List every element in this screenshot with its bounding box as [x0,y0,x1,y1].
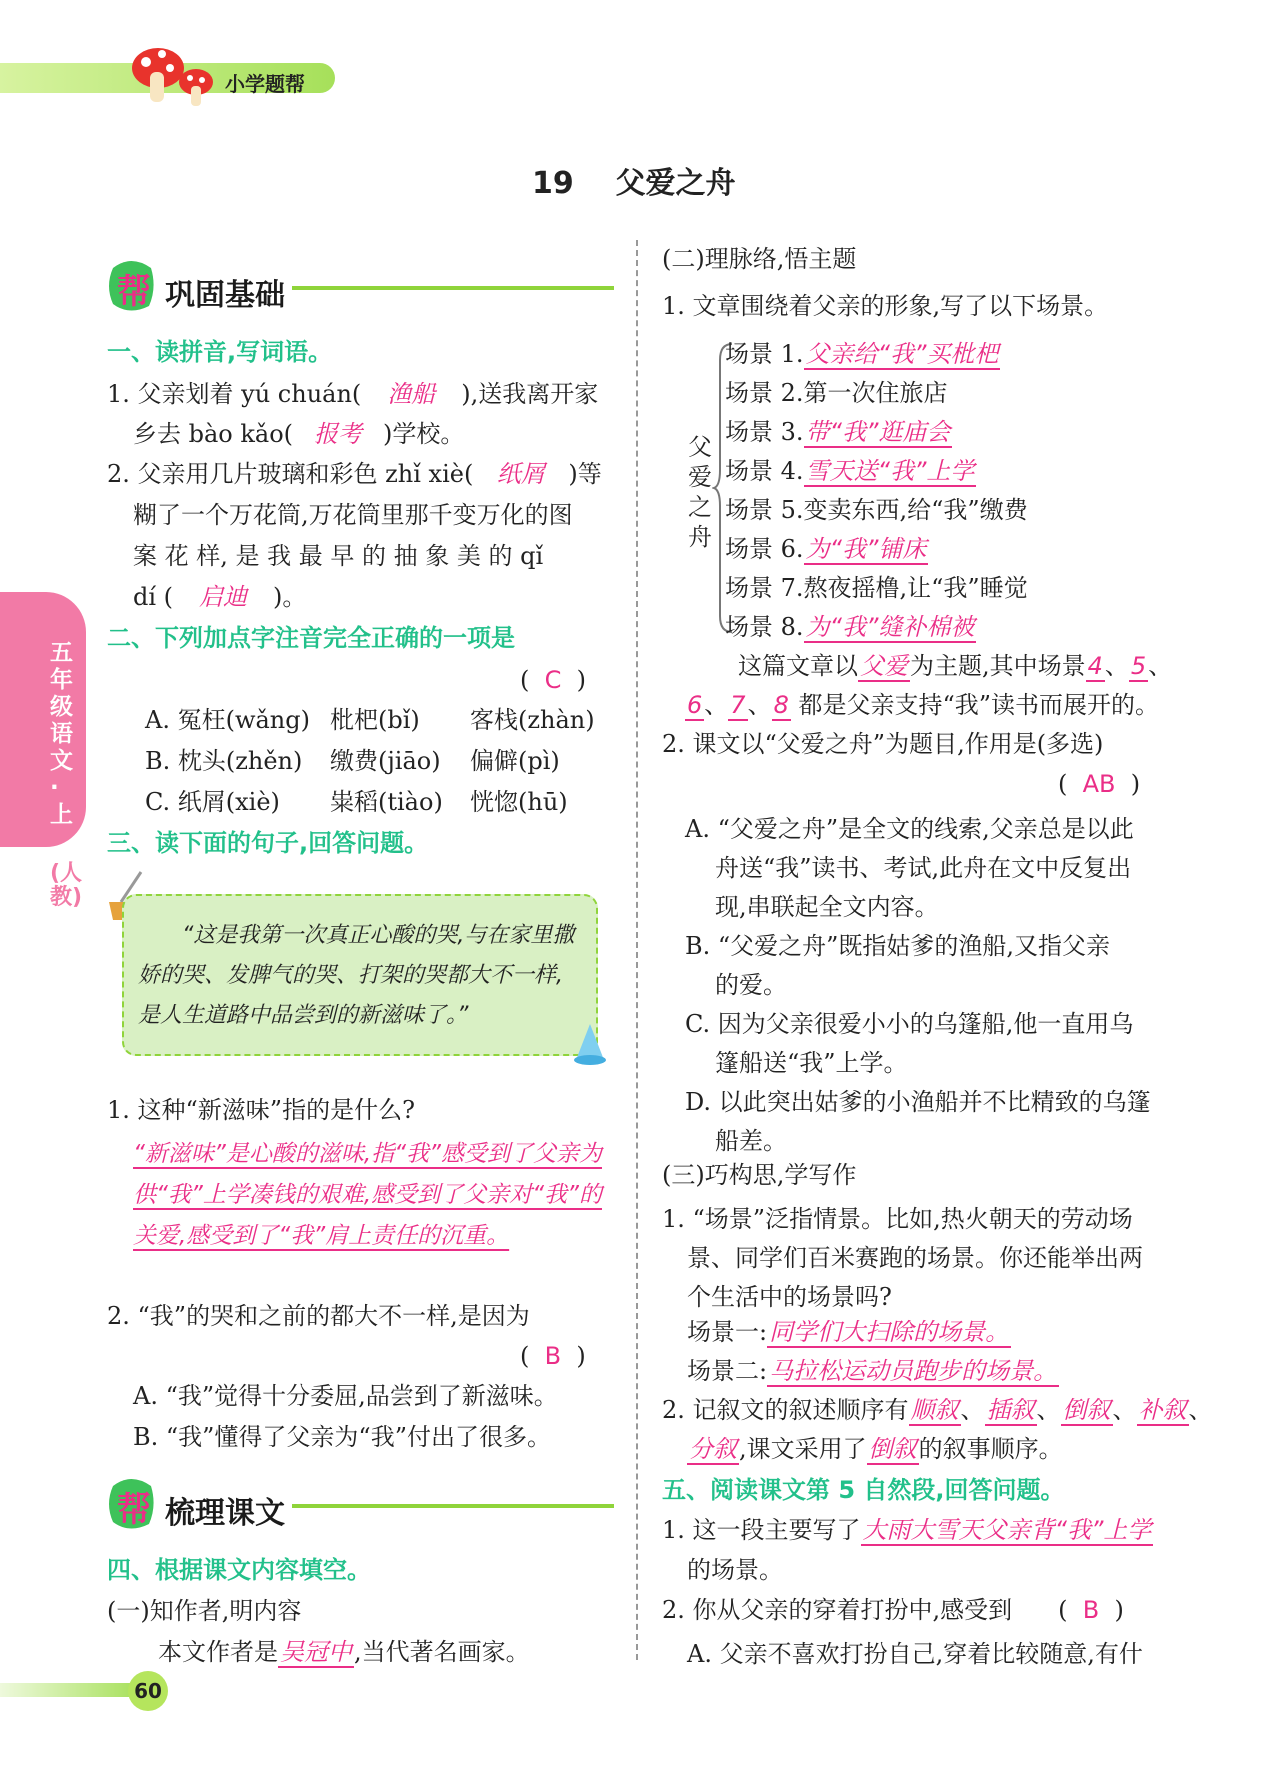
q5-item2-answer: B [1082,1596,1100,1624]
q1-item1-line2: 乡去 bào kǎo( 报考 )学校。 [133,420,465,448]
q1-item2-line2: 糊了一个万花筒,万花筒里那千变万化的图 [133,501,573,529]
q1-heading: 一、读拼音,写词语。 [107,338,333,366]
scene-7: 场景 7.熬夜摇橹,让“我”睡觉 [725,574,1028,602]
theme-line2: 6、7、8 都是父亲支持“我”读书而展开的。 [687,691,1160,719]
scene-2: 场景 2.第一次住旅店 [725,379,948,407]
section-rule [292,286,614,290]
q2-heading: 二、下列加点字注音完全正确的一项是 [107,624,515,652]
answer-inspire: 启迪 [199,583,248,611]
part3-heading: (三)巧构思,学写作 [662,1161,857,1189]
q3-sub2-option-a: A. “我”觉得十分委屈,品尝到了新滋味。 [133,1382,558,1410]
item2-option-d: D. 以此突出姑爹的小渔船并不比精致的乌篷 船差。 [685,1088,1151,1155]
scene-example-1: 场景一:同学们大扫除的场景。 [687,1318,1010,1346]
scene-1: 场景 1.父亲给“我”买枇杷 [725,340,999,368]
q3-sub2: 2. “我”的哭和之前的都大不一样,是因为 [107,1302,530,1330]
q5-heading: 五、阅读课文第 5 自然段,回答问题。 [662,1476,1065,1504]
lesson-number: 19 [532,166,574,201]
q4-part1: (一)知作者,明内容 [107,1597,302,1625]
badge-char: 帮 [117,1490,151,1530]
answer-fishing-boat: 渔船 [387,380,436,408]
mushroom-logo-icon [128,42,218,114]
q3-sub1-answer: “新滋味”是心酸的滋味,指“我”感受到了父亲为供“我”上学凑钱的艰难,感受到了父亲对“我”的关爱,感受到了“我”肩上责任的沉重。 [133,1141,602,1249]
q5-item2-option-a: A. 父亲不喜欢打扮自己,穿着比较随意,有什 [687,1640,1143,1668]
theme-line1: 这篇文章以父爱为主题,其中场景4、5、 [738,652,1173,680]
side-tab-grade: 五年级语文·上 [50,640,73,828]
lesson-title: 父爱之舟 [615,166,736,201]
answer-paper-scraps: 纸屑 [496,460,545,488]
footer-band [0,1683,140,1697]
answer-theme: 父爱 [860,652,908,680]
right-item2: 2. 课文以“父爱之舟”为题目,作用是(多选) [662,730,1104,758]
q1-item2-line1: 2. 父亲用几片玻璃和彩色 zhǐ xiè( 纸屑 )等 [107,460,602,488]
q1-item2-line4: dí ( 启迪 )。 [133,583,307,611]
item2-option-a: A. “父爱之舟”是全文的线索,父亲总是以此 舟送“我”读书、考试,此舟在文中反复出 现,串联起全文内容。 [685,815,1134,921]
q3-sub2-option-b: B. “我”懂得了父亲为“我”付出了很多。 [133,1423,551,1451]
writing-q2-line2: 分叙,课文采用了倒叙的叙事顺序。 [689,1435,1063,1463]
writing-q2-line1: 2. 记叙文的叙述顺序有顺叙、插叙、倒叙、补叙、 [662,1396,1213,1424]
item2-option-b: B. “父爱之舟”既指姑爹的渔船,又指父亲 的爱。 [685,932,1111,999]
q4-heading: 四、根据课文内容填空。 [107,1556,371,1584]
q3-sub1: 1. 这种“新滋味”指的是什么? [107,1096,415,1124]
page-title [532,158,736,202]
side-tab-edition: (人教) [50,861,83,910]
q1-item2-line3: 案 花 样, 是 我 最 早 的 抽 象 美 的 qǐ [133,542,544,570]
q4-author-line: 本文作者是吴冠中,当代著名画家。 [158,1638,530,1666]
scene-example-2: 场景二:马拉松运动员跑步的场景。 [687,1357,1058,1385]
item2-answer-paren: ( AB ) [1058,770,1141,798]
scene-4: 场景 4.雪天送“我”上学 [725,457,975,485]
q2-answer: C [544,666,562,694]
scene-5: 场景 5.变卖东西,给“我”缴费 [725,496,1028,524]
scene-6: 场景 6.为“我”铺床 [725,535,927,563]
section-label: 梳理课文 [165,1496,285,1531]
q2-option-c: C. 纸屑(xiè) 粜稻(tiào) 恍惚(hū) [145,788,568,816]
brand-name: 小学题帮 [225,72,305,96]
q2-option-a: A. 冤枉(wǎng) 枇杷(bǐ) 客栈(zhàn) [145,706,595,734]
column-divider [636,240,638,1660]
q5-item1-cont: 的场景。 [687,1556,783,1584]
q1-item1-line1: 1. 父亲划着 yú chuán( 渔船 ),送我离开家 [107,380,599,408]
item2-answer: AB [1082,770,1116,798]
section-label: 巩固基础 [165,278,285,313]
q2-option-b: B. 枕头(zhěn) 缴费(jiāo) 偏僻(pì) [145,747,560,775]
brace-label: 父爱之舟 [688,433,712,551]
page-number: 60 [134,1679,162,1703]
item2-option-c: C. 因为父亲很爱小小的乌篷船,他一直用乌 篷船送“我”上学。 [685,1010,1134,1077]
quote-text: “这是我第一次真正心酸的哭,与在家里撒娇的哭、发脾气的哭、打架的哭都大不一样,是人生道路中品尝到的新滋味了。” [138,923,575,1028]
answer-author: 吴冠中 [280,1638,352,1666]
q5-item2: 2. 你从父亲的穿着打扮中,感受到 ( B ) [662,1596,1124,1624]
q3-sub2-answer: B [544,1342,562,1370]
answer-apply-exam: 报考 [314,420,363,448]
scene-3: 场景 3.带“我”逛庙会 [725,418,951,446]
part2-heading: (二)理脉络,悟主题 [662,245,857,273]
q2-answer-paren: ( C ) [520,666,587,694]
magic-hat-icon [570,1020,610,1068]
q3-sub2-answer-paren: ( B ) [520,1342,586,1370]
right-item1: 1. 文章围绕着父亲的形象,写了以下场景。 [662,292,1109,320]
writing-q1: 1. “场景”泛指情景。比如,热火朝天的劳动场 景、同学们百米赛跑的场景。你还能举出两 个生活中的场景吗? [662,1205,1143,1311]
section-rule [292,1504,614,1508]
badge-char: 帮 [117,272,151,312]
scene-8: 场景 8.为“我”缝补棉被 [725,613,975,641]
q5-item1: 1. 这一段主要写了大雨大雪天父亲背“我”上学 [662,1516,1152,1544]
q3-heading: 三、读下面的句子,回答问题。 [107,829,429,857]
